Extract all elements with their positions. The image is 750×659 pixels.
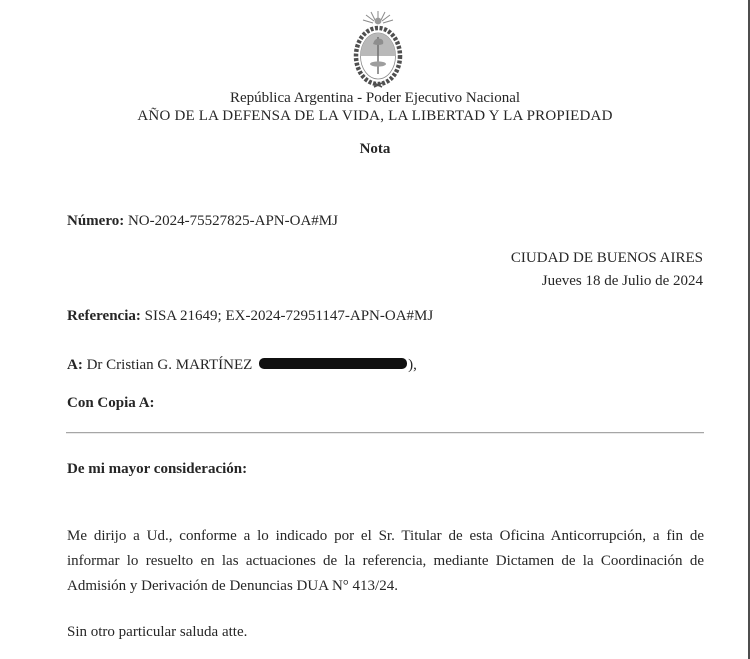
closing-line: Sin otro particular saluda atte.	[67, 624, 248, 640]
referencia-line	[67, 307, 433, 325]
body-paragraph: Me dirijo a Ud., conforme a lo indicado por el Sr. Titular de esta Oficina Anticorrupción, a fin de informar lo resuelto en las actuaciones de la referencia, mediante Dictamen de la Coordinación de Admisión y Derivación de Denuncias DUA N° 413/24.	[67, 528, 704, 594]
place-date-block	[511, 249, 703, 290]
document-type-title: Nota	[359, 141, 391, 157]
numero-label: Número:	[67, 213, 125, 229]
header-year-motto: AÑO DE LA DEFENSA DE LA VIDA, LA LIBERTAD Y LA PROPIEDAD	[137, 108, 613, 124]
argentina-coat-of-arms-icon	[344, 11, 412, 89]
referencia-value: SISA 21649; EX-2024-72951147-APN-OA#MJ	[144, 308, 434, 324]
addressee-value: Dr Cristian G. MARTÍNEZ	[86, 357, 253, 373]
cc-line: Con Copia A:	[67, 395, 155, 411]
date-line: Jueves 18 de Julio de 2024	[541, 273, 703, 289]
numero-value: NO-2024-75527825-APN-OA#MJ	[127, 213, 338, 229]
header-republic-line: República Argentina - Poder Ejecutivo Nacional	[229, 90, 521, 106]
redacted-email-bar	[259, 358, 407, 369]
section-divider	[66, 432, 704, 434]
addressee-label: A:	[67, 357, 83, 373]
addressee-suffix: ),	[408, 357, 417, 373]
referencia-label: Referencia:	[67, 308, 141, 324]
salutation-line: De mi mayor consideración:	[67, 461, 248, 477]
city-line: CIUDAD DE BUENOS AIRES	[510, 250, 703, 266]
numero-line	[67, 212, 338, 230]
addressee-line	[67, 356, 417, 374]
